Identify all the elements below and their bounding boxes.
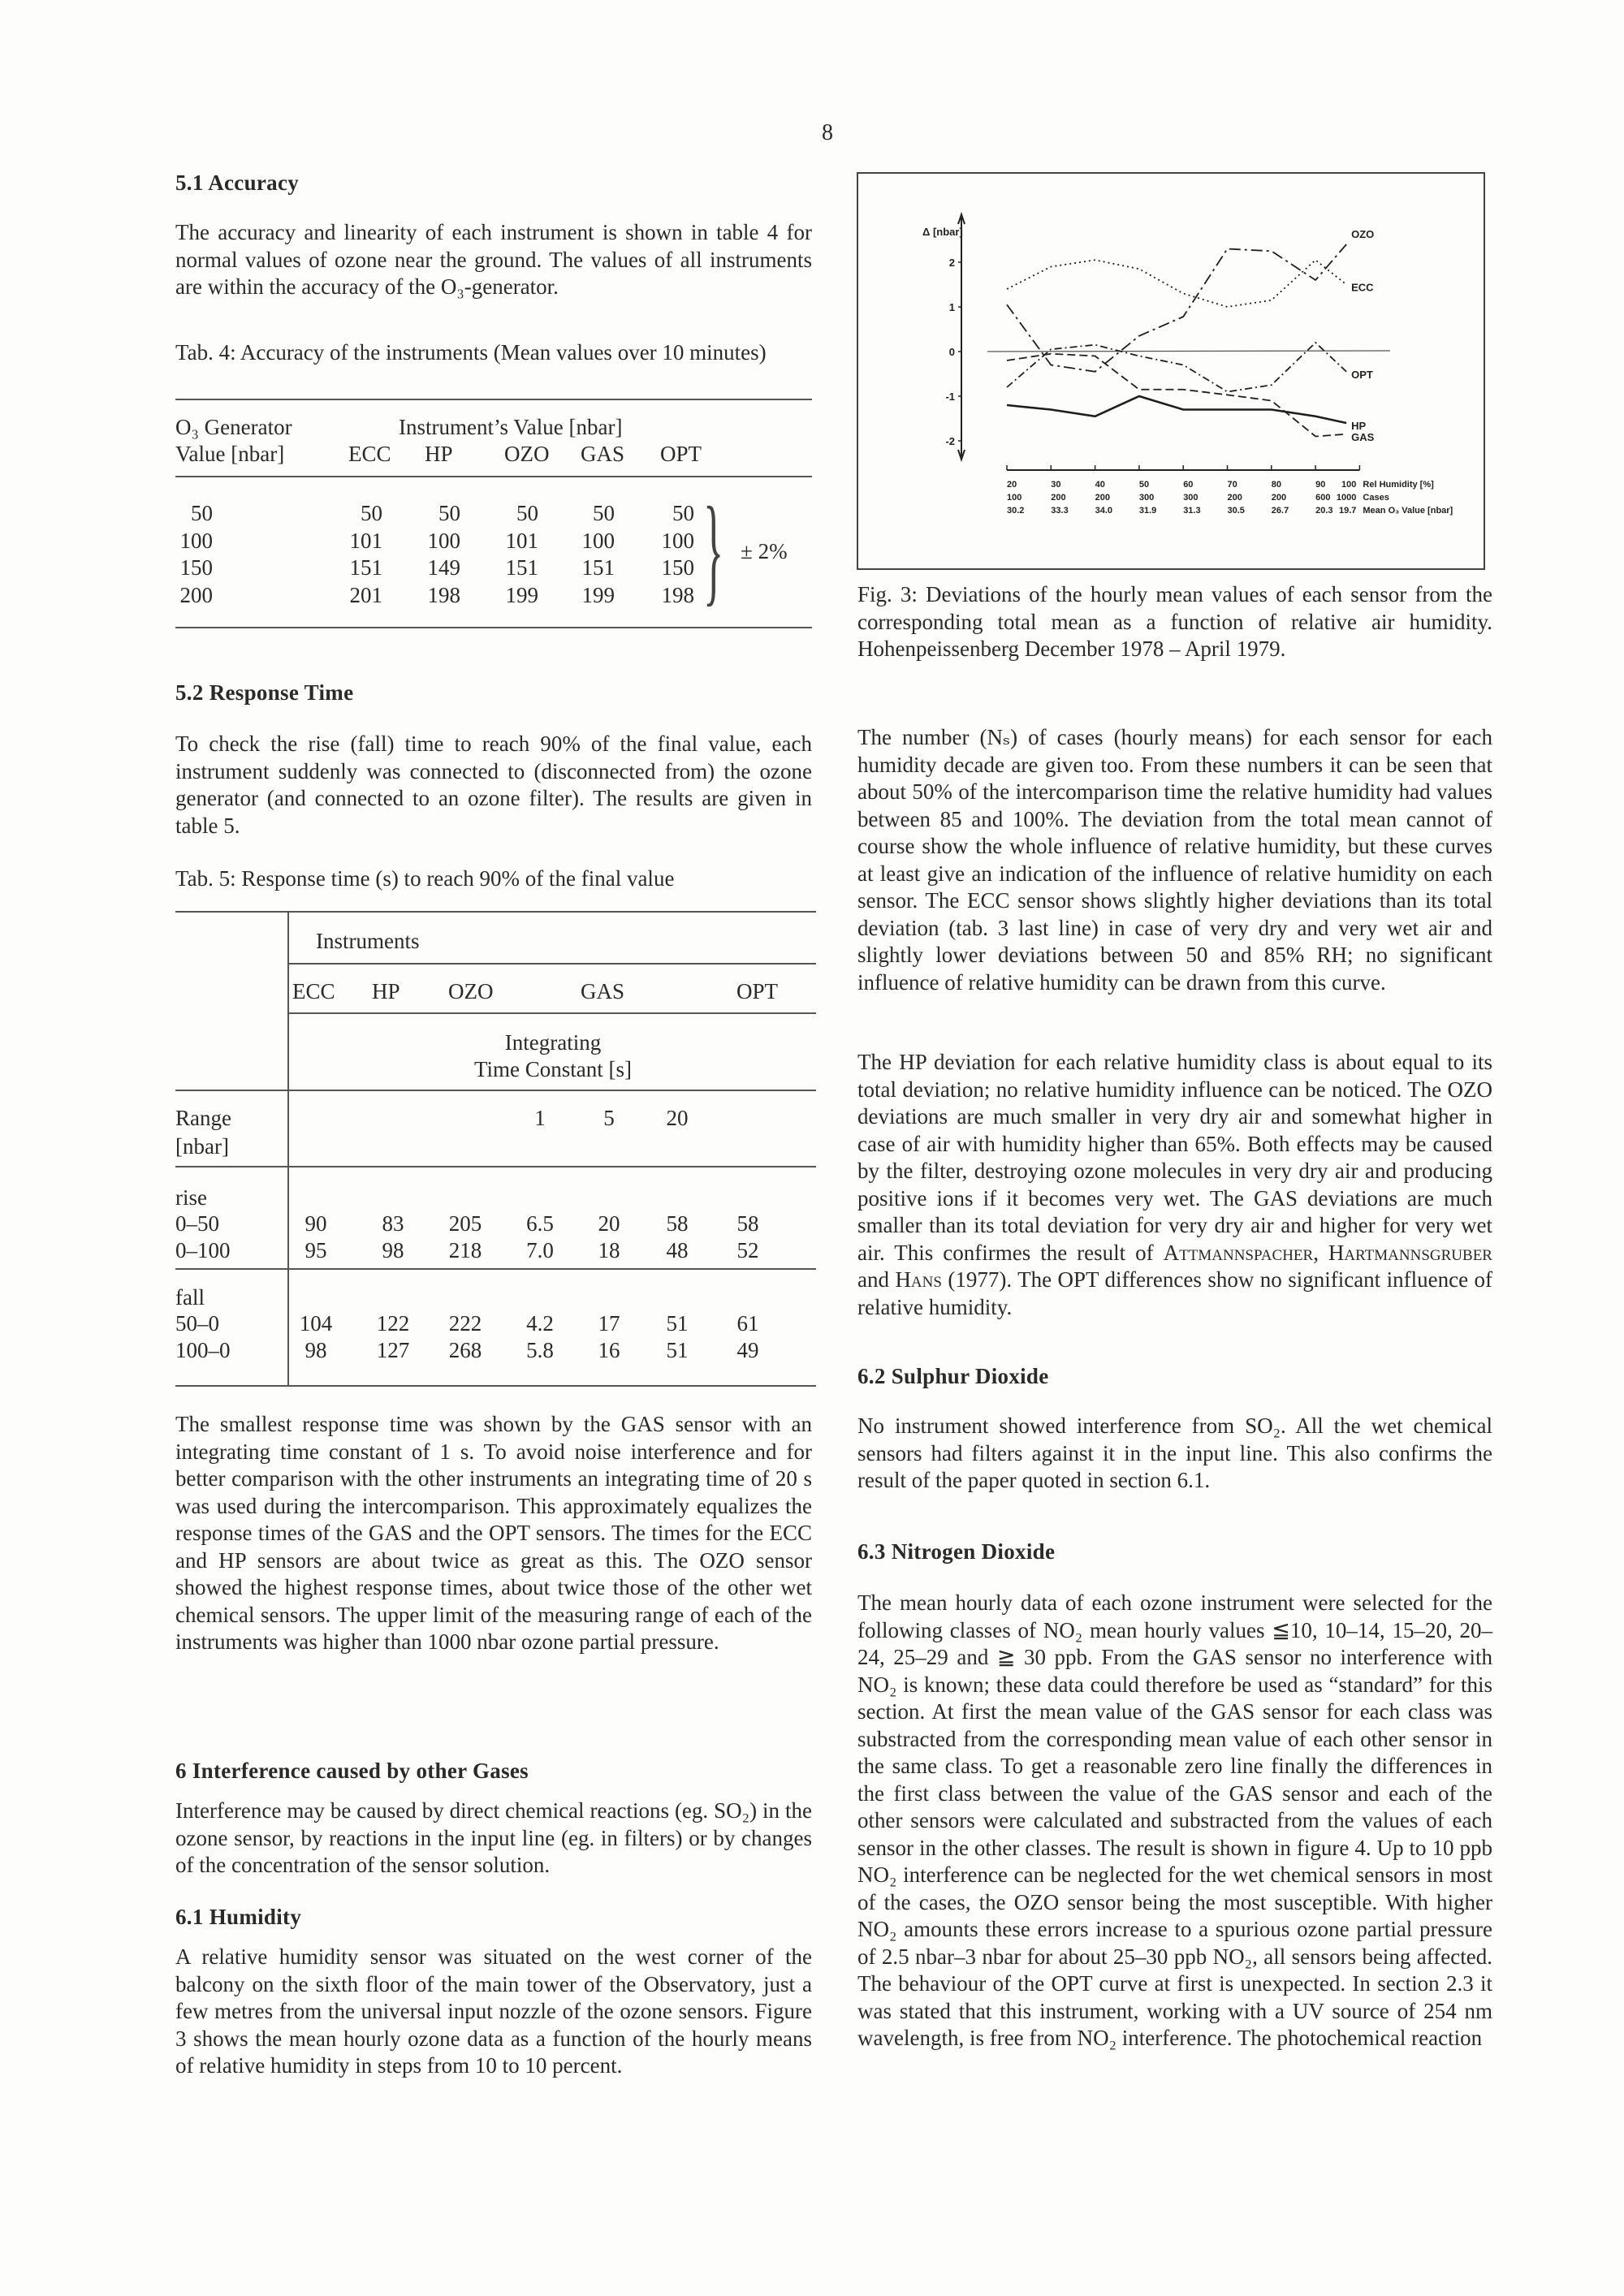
group-header: Instrument’s Value [nbar] [399, 415, 623, 439]
x-tick-label: 50 [1138, 480, 1150, 490]
paragraph-response-summary: The smallest response time was shown by the GAS sensor with an integrating time constant of 1 s. To avoid noise interference and for better comparison with the other instruments an integrating time of 20 s was used during the intercomparison. This approximately equalizes the response times of the GAS and the OPT sensors. The times for the ECC and HP sensors are about twice as great as this. The OZO sensor showed the highest response times, about twice those of the other wet chemical sensors. The upper limit of the measuring range of each of the instruments was higher than 1000 nbar ozone partial pressure. [175, 1412, 812, 1654]
section-heading-6: 6 Interference caused by other Gases [175, 1759, 529, 1783]
section-heading-5-2: 5.2 Response Time [175, 680, 354, 705]
paragraph-humidity-deviations [857, 1049, 1492, 1321]
response-time: 16 [598, 1338, 620, 1362]
x-tick-label: 300 [1183, 493, 1199, 503]
table-rule [175, 1166, 816, 1167]
x-tick-label: 1000 [1336, 493, 1357, 503]
response-time: 5.8 [526, 1338, 554, 1362]
x-tick-label: 30 [1051, 480, 1061, 490]
response-time: 17 [598, 1311, 620, 1336]
x-tick-label: 30.5 [1227, 506, 1245, 516]
response-time: 58 [666, 1211, 689, 1236]
x-row-label: Cases [1363, 493, 1389, 503]
table4-caption: Tab. 4: Accuracy of the instruments (Mean values over 10 minutes) [175, 340, 767, 365]
section-heading-6-1: 6.1 Humidity [175, 1905, 302, 1929]
generator-value: 200 [179, 582, 213, 607]
tolerance-label: ± 2% [741, 539, 788, 563]
response-time: 51 [666, 1338, 689, 1362]
y-tick-label: -1 [945, 391, 955, 403]
x-tick-label: 31.3 [1183, 506, 1201, 516]
x-tick-label: 26.7 [1271, 506, 1289, 516]
range-value: 0–100 [175, 1238, 231, 1262]
paragraph-humidity-cases: The number (Nₛ) of cases (hourly means) for each sensor for each humidity decade are given too. From these numbers it can be seen that about 50% of the intercomparison time the relative humidity had values between 85 and 100%. The deviation from the total mean cannot of course show the whole influence of relative humidity, but these curves at least give an indication of the influence of relative humidity on each sensor. The ECC sensor shows slightly higher deviations than its total deviation (tab. 3 last line) in case of very dry and very wet air and slightly lower deviations between 50 and 85% RH; no significant influence of relative humidity can be drawn from this curve. [857, 725, 1492, 995]
table-rule [175, 627, 812, 628]
response-time: 98 [304, 1338, 327, 1362]
text-run: and [857, 1267, 896, 1292]
author-names: Attmannspacher, Hartmannsgruber [1163, 1240, 1492, 1265]
gas-time-constant: 5 [603, 1106, 615, 1130]
series-label-hp: HP [1351, 420, 1367, 432]
generator-value: 150 [179, 555, 213, 580]
instrument-value: 100 [581, 528, 615, 553]
x-tick-label: 20.3 [1315, 506, 1333, 516]
series-label-ecc: ECC [1351, 281, 1374, 294]
response-time: 7.0 [526, 1238, 554, 1262]
instrument-value: 198 [661, 582, 694, 607]
x-tick-label: 300 [1138, 493, 1155, 503]
table5-caption: Tab. 5: Response time (s) to reach 90% of the final value [175, 866, 675, 891]
column-header-gas: GAS [581, 442, 625, 466]
series-label-opt: OPT [1351, 368, 1373, 381]
x-tick-label: 60 [1183, 480, 1194, 490]
time-constant-label: Time Constant [s] [473, 1057, 633, 1081]
range-value: 0–50 [175, 1211, 219, 1236]
y-tick-label: 0 [948, 346, 955, 358]
x-tick-label: 40 [1095, 480, 1105, 490]
x-tick-label: 19.7 [1338, 506, 1357, 516]
series-line-opt [1007, 343, 1346, 392]
zero-line [987, 351, 1390, 352]
x-tick-label: 30.2 [1007, 506, 1025, 516]
column-header-ozo: OZO [504, 442, 550, 466]
series-label-ozo: OZO [1351, 228, 1375, 240]
response-time: 18 [598, 1238, 620, 1262]
figure-3-caption: Fig. 3: Deviations of the hourly mean values of each sensor from the corresponding total mean as a function of relative air humidity. Hohenpeissenberg December 1978 – April 1979. [857, 582, 1492, 661]
x-tick-label: 90 [1315, 480, 1326, 490]
y-tick-label: 1 [948, 301, 955, 313]
response-time: 98 [382, 1238, 404, 1262]
instrument-value: 151 [349, 555, 382, 580]
table-rule [287, 963, 816, 965]
instrument-value: 50 [672, 501, 694, 525]
response-time: 127 [376, 1338, 410, 1362]
instrument-value: 199 [505, 582, 538, 607]
response-time: 83 [382, 1211, 404, 1236]
column-header-hp: HP [425, 442, 453, 466]
paragraph-nitrogen-dioxide: The mean hourly data of each ozone instrument were selected for the following classes of NO₂ mean hourly values ≦10, 10–14, 15–20, 20–24, 25–29 and ≧ 30 ppb. From the GAS sensor no interference with NO₂ is known; these data could therefore be used as “standard” for this section. At first the mean value of the GAS sensor for each class was substracted from the corresponding mean value of each other sensor in the same class. To get a reasonable zero line finally the differences in the first class between the value of the GAS sensor and each of the other sensors were calculated and substracted from the values of each sensor in the other classes. The result is shown in figure 4. Up to 10 ppb NO₂ interference can be neglected for the wet chemical sensors in most of the cases, the OZO sensor being the most susceptible. With higher NO₂ amounts these errors increase to a spurious ozone partial pressure of 2.5 nbar–3 nbar for about 25–30 ppb NO₂, all sensors being affected. The behaviour of the OPT curve at first is unexpected. In section 2.3 it was stated that this instrument, working with a UV source of 254 nm wavelength, is free from NO₂ interference. The photochemical reaction [857, 1590, 1492, 2050]
response-time: 51 [666, 1311, 689, 1336]
response-time: 104 [299, 1311, 333, 1336]
group-label-rise: rise [175, 1185, 207, 1210]
x-tick-label: 200 [1271, 493, 1287, 503]
instrument-value: 149 [427, 555, 460, 580]
response-time: 95 [304, 1238, 327, 1262]
integrating-label: Integrating [504, 1030, 602, 1055]
column-header-hp: HP [372, 979, 400, 1003]
series-line-ozo [1007, 244, 1346, 372]
series-label-gas: GAS [1351, 430, 1375, 443]
gas-time-constant: 1 [534, 1106, 546, 1130]
instrument-value: 150 [661, 555, 694, 580]
response-time: 61 [736, 1311, 759, 1336]
x-tick-label: 31.9 [1138, 506, 1157, 516]
group-label-fall: fall [175, 1285, 205, 1310]
range-value: 50–0 [175, 1311, 219, 1336]
paragraph-response-time: To check the rise (fall) time to reach 90% of the final value, each instrument suddenly was connected to (disconnected from) the ozone generator (and connected to an ozone filter). The results are given in table 5. [175, 732, 812, 838]
x-tick-label: 33.3 [1051, 506, 1069, 516]
response-time: 4.2 [526, 1311, 554, 1336]
y-tick-label: -2 [945, 435, 955, 447]
instrument-value: 50 [516, 501, 538, 525]
response-time: 58 [736, 1211, 759, 1236]
instrument-value: 198 [427, 582, 460, 607]
response-time: 222 [448, 1311, 482, 1336]
range-unit-label: [nbar] [175, 1134, 229, 1159]
x-tick-label: 70 [1227, 480, 1237, 490]
column-header-ecc: ECC [348, 442, 391, 466]
instrument-value: 199 [581, 582, 615, 607]
y-tick-label: 2 [948, 257, 955, 269]
instrument-value: 151 [505, 555, 538, 580]
figure-3-chart [857, 172, 1485, 570]
table-rule [175, 911, 816, 913]
generator-value: 100 [179, 528, 213, 553]
instrument-value: 100 [661, 528, 694, 553]
instrument-value: 201 [349, 582, 382, 607]
response-time: 6.5 [526, 1211, 554, 1236]
paragraph-accuracy: The accuracy and linearity of each instrument is shown in table 4 for normal values of ozone near the ground. The values of all instruments are within the accuracy of the O₃-generator. [175, 220, 812, 299]
generator-value: 50 [191, 501, 213, 525]
x-tick-label: 100 [1007, 493, 1022, 503]
response-time: 52 [736, 1238, 759, 1262]
x-row-label: Rel Humidity [%] [1363, 480, 1434, 490]
range-label: Range [175, 1106, 231, 1130]
x-tick-label: 200 [1051, 493, 1066, 503]
text-run: (1977). The OPT differences show no significant influence of relative humidity. [857, 1267, 1493, 1319]
response-time: 268 [448, 1338, 482, 1362]
gas-time-constant: 20 [666, 1106, 689, 1130]
brace: } [703, 482, 724, 617]
paragraph-interference: Interference may be caused by direct chemical reactions (eg. SO₂) in the ozone sensor, by reactions in the input line (eg. in filters) or by changes of the concentration of the sensor solution. [175, 1798, 812, 1877]
response-time: 205 [448, 1211, 482, 1236]
column-header-opt: OPT [660, 442, 702, 466]
x-tick-label: 200 [1095, 493, 1110, 503]
x-tick-label: 20 [1007, 480, 1017, 490]
table-rule [175, 1385, 816, 1387]
paragraph-sulphur-dioxide: No instrument showed interference from SO₂. All the wet chemical sensors had filters against it in the input line. This also confirms the result of the paper quoted in section 6.1. [857, 1413, 1492, 1492]
column-header-ecc: ECC [292, 979, 335, 1003]
text-run: The HP deviation for each relative humidity class is about equal to its total deviation; no relative humidity influence can be noticed. The OZO deviations are much smaller in very dry air and somewhat higher in case of air with humidity higher than 65%. Both effects may be caused by the filter, destroying ozone molecules in very dry air and producing positive ions if it becomes very wet. The GAS deviations are much smaller than its total deviation for very dry air and higher for very wet air. This confirmes the result of [857, 1050, 1492, 1265]
range-value: 100–0 [175, 1338, 231, 1362]
instrument-value: 50 [361, 501, 382, 525]
section-heading-6-2: 6.2 Sulphur Dioxide [857, 1364, 1049, 1388]
series-line-hp [1007, 396, 1346, 423]
page-number: 8 [822, 120, 833, 145]
y-axis-label: Δ [nbar] [922, 226, 963, 238]
x-row-label: Mean O₃ Value [nbar] [1363, 506, 1453, 516]
instruments-label: Instruments [316, 929, 420, 953]
section-heading-6-3: 6.3 Nitrogen Dioxide [857, 1539, 1056, 1564]
section-heading-5-1: 5.1 Accuracy [175, 170, 300, 195]
response-time: 90 [304, 1211, 327, 1236]
column-header-opt: OPT [736, 979, 779, 1003]
x-tick-label: 34.0 [1095, 506, 1113, 516]
x-tick-label: 80 [1271, 480, 1282, 490]
table-rule [175, 1090, 816, 1091]
paragraph-humidity: A relative humidity sensor was situated on the west corner of the balcony on the sixth floor of the main tower of the Observatory, just a few metres from the universal input nozzle of the ozone sensors. Figure 3 shows the mean hourly ozone data as a function of the hourly means of relative humidity in steps from 10 to 10 percent. [175, 1944, 812, 2078]
x-tick-label: 600 [1315, 493, 1331, 503]
table-rule [175, 476, 812, 477]
response-time: 49 [736, 1338, 759, 1362]
author-name: Hans [895, 1267, 942, 1292]
table-rule [287, 1012, 816, 1014]
column-header: O₃ Generator [175, 415, 292, 439]
table-rule [287, 911, 289, 1385]
instrument-value: 101 [349, 528, 382, 553]
x-tick-label: 100 [1341, 480, 1357, 490]
table-rule [175, 399, 812, 400]
response-time: 218 [448, 1238, 482, 1262]
column-header-gas: GAS [581, 979, 625, 1003]
instrument-value: 100 [427, 528, 460, 553]
instrument-value: 151 [581, 555, 615, 580]
response-time: 122 [376, 1311, 410, 1336]
instrument-value: 50 [593, 501, 615, 525]
column-header-ozo: OZO [448, 979, 494, 1003]
table-rule [175, 1268, 816, 1270]
instrument-value: 50 [438, 501, 460, 525]
column-header: Value [nbar] [175, 442, 285, 466]
instrument-value: 101 [505, 528, 538, 553]
x-tick-label: 200 [1227, 493, 1242, 503]
response-time: 20 [598, 1211, 620, 1236]
response-time: 48 [666, 1238, 689, 1262]
